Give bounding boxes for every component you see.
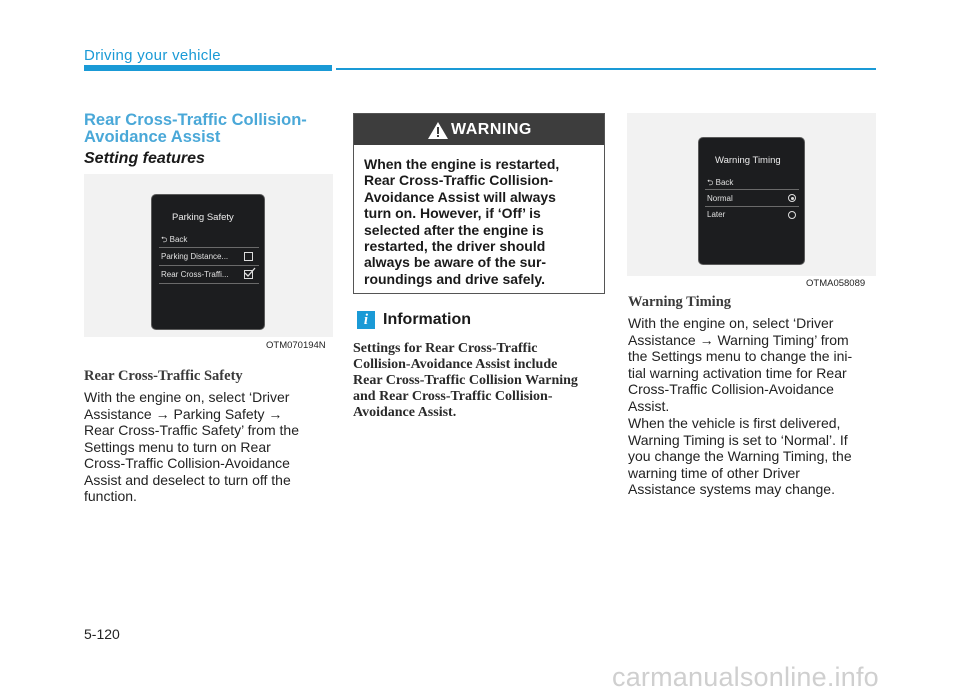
menu-row-rear-cross-traffic: Rear Cross-Traffi...	[161, 270, 229, 279]
info-icon: i	[357, 311, 375, 329]
text-line: Rear Cross-Traffic Collision-	[364, 172, 554, 189]
text-line: Rear Cross-Traffic Safety’ from the	[84, 422, 299, 438]
figure-caption-2: OTMA058089	[806, 278, 866, 289]
text-line: Cross-Traffic Collision-Avoidance	[84, 455, 290, 471]
text-line: When the engine is restarted,	[364, 156, 560, 172]
menu-divider	[705, 189, 799, 190]
warning-label: WARNING	[451, 121, 532, 138]
main-heading-line-2: Avoidance Assist	[84, 128, 221, 146]
text-line: Settings menu to turn on Rear	[84, 438, 271, 455]
text-line: tial warning activation time for Rear	[628, 364, 847, 381]
paragraph-rcts	[84, 389, 334, 505]
text-line: Assistance → Warning Timing’ from	[628, 331, 849, 348]
page-number: 5-120	[84, 626, 120, 642]
header-rule-thin	[336, 68, 876, 70]
header-rule-thick	[84, 65, 332, 71]
menu-back-label: Back	[169, 235, 188, 244]
heading-warning-timing: Warning Timing	[628, 294, 732, 310]
text-line: With the engine on, select ‘Driver	[628, 315, 834, 331]
heading-rear-cross-traffic-safety: Rear Cross-Traffic Safety	[84, 368, 243, 384]
warning-triangle-icon	[428, 122, 448, 139]
warning-text	[364, 156, 596, 287]
text-line: and Rear Cross-Traffic Collision-	[353, 389, 553, 404]
menu-back	[161, 234, 187, 248]
menu-row-later: Later	[707, 210, 726, 219]
menu-divider	[159, 247, 259, 248]
menu-divider	[705, 206, 799, 207]
text-line: Collision-Avoidance Assist include	[353, 357, 558, 372]
back-arrow-icon: ⮌	[707, 178, 716, 187]
text-line: Assist and deselect to turn off the	[84, 471, 291, 488]
figure-parking-safety	[84, 174, 333, 337]
paragraph-warning-timing-1	[628, 315, 877, 414]
text-line: selected after the engine is	[364, 221, 544, 238]
watermark: carmanualsonline.info	[612, 662, 879, 692]
radio-selected-icon	[788, 194, 796, 202]
warning-header	[354, 114, 604, 145]
screen-title: Parking Safety	[172, 212, 234, 223]
text-line: restarted, the driver should	[364, 238, 546, 255]
menu-row-normal: Normal	[707, 194, 733, 203]
text-line: warning time of other Driver	[628, 464, 800, 481]
text-line: the Settings menu to change the ini-	[628, 348, 853, 364]
text-line: roundings and drive safely.	[364, 270, 546, 287]
text-line: Cross-Traffic Collision-Avoidance	[628, 381, 834, 397]
text-line: turn on. However, if ‘Off’ is	[364, 205, 541, 222]
menu-back-label: Back	[715, 178, 734, 187]
text-line: Settings for Rear Cross-Traffic	[353, 341, 538, 356]
menu-divider	[159, 283, 259, 284]
text-line: When the vehicle is first delivered,	[628, 415, 841, 431]
text-line: Assistance systems may change.	[628, 481, 835, 497]
warning-box	[353, 113, 605, 294]
text-line: Rear Cross-Traffic Collision Warning	[353, 373, 578, 388]
radio-empty-icon	[788, 211, 796, 219]
radio-dot	[791, 197, 794, 200]
text-line: Avoidance Assist will always	[364, 188, 556, 205]
menu-divider	[159, 265, 259, 266]
text-line: With the engine on, select ‘Driver	[84, 389, 290, 405]
checkbox-checked-icon	[244, 270, 253, 279]
check-mark-icon	[244, 267, 256, 277]
back-arrow-icon: ⮌	[161, 235, 170, 244]
checkbox-empty-icon	[244, 252, 253, 261]
text-line: Assist.	[628, 397, 670, 414]
text-line: Warning Timing is set to ‘Normal’. If	[628, 431, 848, 448]
text-line: always be aware of the sur-	[364, 254, 547, 271]
paragraph-warning-timing-2	[628, 415, 877, 498]
text-line: Assistance → Parking Safety →	[84, 405, 283, 422]
menu-row-parking-distance: Parking Distance...	[161, 252, 229, 261]
info-text	[353, 341, 605, 421]
text-line: you change the Warning Timing, the	[628, 448, 852, 464]
figure-warning-timing	[627, 113, 876, 276]
cluster-screen	[151, 194, 265, 330]
info-title: Information	[383, 311, 471, 328]
main-heading-line-1: Rear Cross-Traffic Collision-	[84, 111, 307, 129]
screen-title: Warning Timing	[715, 155, 781, 166]
section-title: Driving your vehicle	[84, 47, 221, 64]
text-line: function.	[84, 488, 137, 504]
main-heading	[84, 112, 334, 146]
cluster-screen	[698, 137, 805, 265]
text-line: Avoidance Assist.	[353, 405, 457, 420]
subheading-setting-features: Setting features	[84, 150, 205, 167]
figure-caption-1: OTM070194N	[266, 340, 326, 351]
